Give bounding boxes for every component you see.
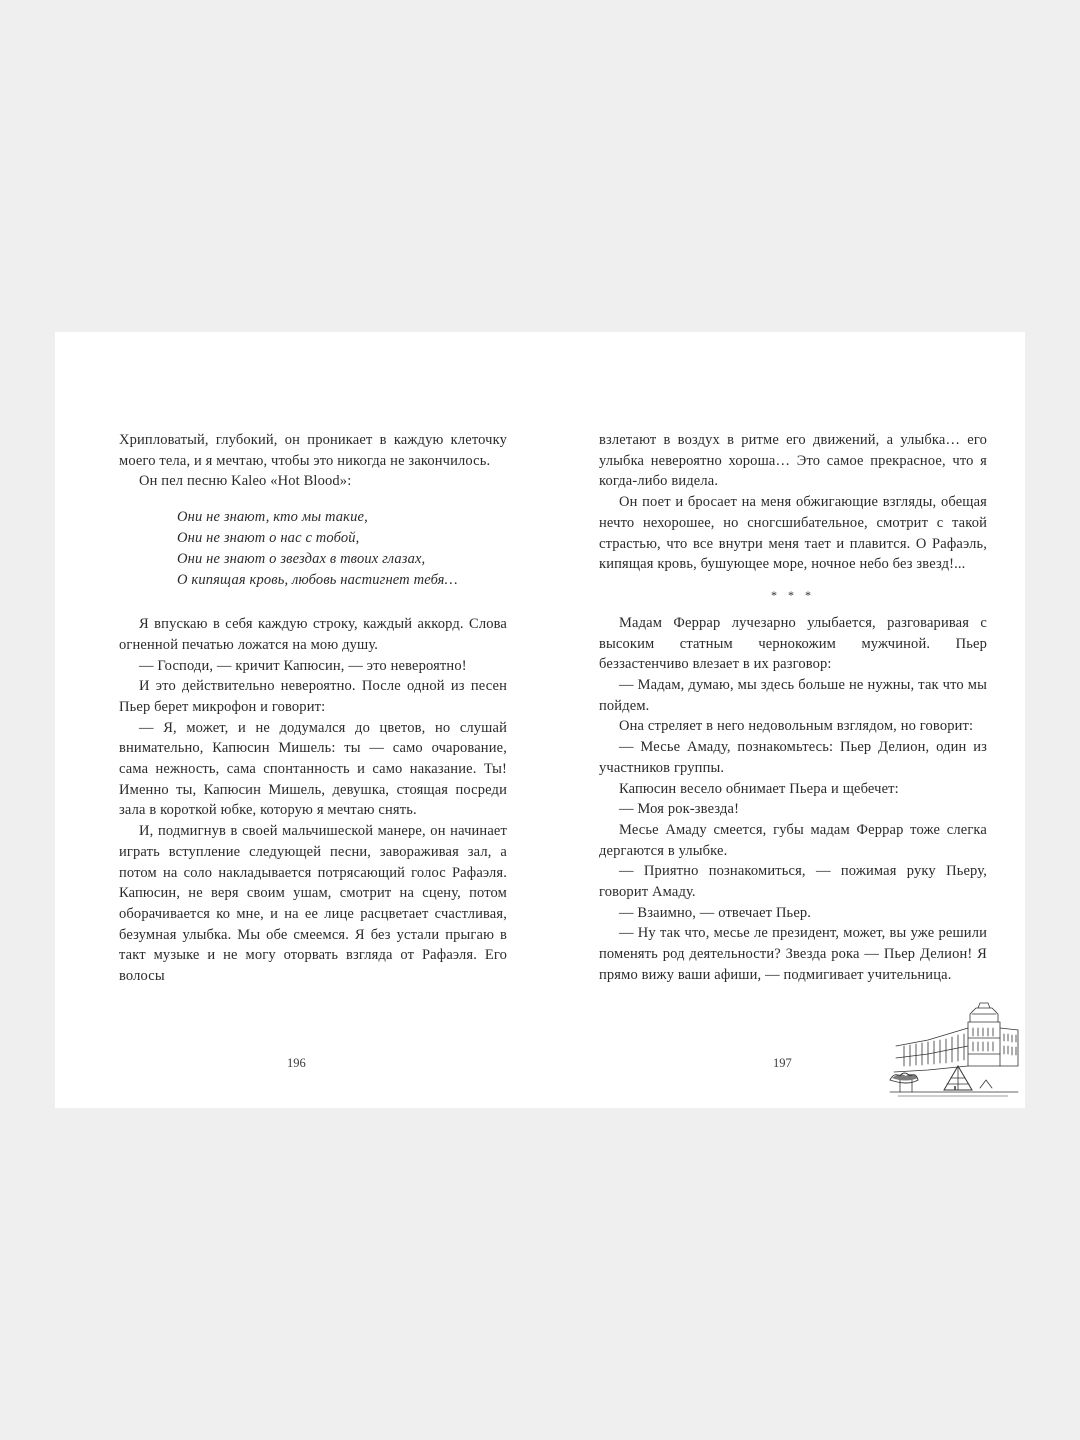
lyric-line: Они не знают, кто мы такие, — [177, 509, 368, 526]
paragraph: — Месье Амаду, познакомьтесь: Пьер Делион, один из участников группы. — [599, 739, 987, 776]
paragraph: — Мадам, думаю, мы здесь больше не нужны, так что мы пойдем. — [599, 677, 987, 714]
paragraph: — Взаимно, — отвечает Пьер. — [619, 904, 812, 921]
paragraph: Капюсин весело обнимает Пьера и щебечет: — [619, 780, 899, 797]
left-page — [55, 332, 540, 1108]
paragraph: — Моя рок-звезда! — [619, 801, 740, 818]
right-page-text — [599, 430, 987, 986]
page-number: 196 — [287, 1056, 306, 1070]
paragraph: Месье Амаду смеется, губы мадам Феррар тоже слегка дергаются в улыбке. — [599, 821, 987, 859]
lyric-line: О кипящая кровь, любовь настигнет тебя… — [177, 572, 458, 589]
paragraph: Он поет и бросает на меня обжигающие взгляды, обещая нечто нехорошее, но сногсшибательное, смотрит с такой страстью, что все внутри меня тает и плавится. О Рафаэль, кипящая кровь, бушующее море, ночное небо без звезд!... — [599, 494, 987, 573]
page-number: 197 — [773, 1056, 792, 1070]
left-page-text — [119, 430, 507, 987]
paragraph: — Господи, — кричит Капюсин, — это невероятно! — [139, 657, 467, 674]
paragraph: Он пел песню Kaleo «Hot Blood»: — [139, 473, 352, 490]
paragraph: взлетают в воздух в ритме его движений, а улыбка… его улыбка невероятно хороша… Это самое прекрасное, что я когда-либо видела. — [599, 432, 987, 490]
section-break: * * * — [771, 587, 815, 602]
paragraph: И, подмигнув в своей мальчишеской манере, он начинает играть вступление следующей песни, завораживая зал, а потом на соло накладывается потрясающий голос Рафаэля. Капюсин, не веря своим ушам, смотрит на сцену, потом оборачивается ко мне, и на ее лице расцветает счастливая, безумная улыбка. Мы обе смеемся. Я без устали прыгаю в такт музыке и не могу оторвать взгляда от Рафаэля. Его волосы — [119, 823, 507, 985]
paragraph: Она стреляет в него недовольным взглядом, но говорит: — [619, 718, 974, 735]
right-page — [540, 332, 1025, 1108]
paragraph: Мадам Феррар лучезарно улыбается, разговаривая с высоким статным чернокожим мужчиной. Пьер беззастенчиво влезает в их разговор: — [599, 614, 987, 673]
louvre-sketch-icon — [888, 1000, 1020, 1100]
paragraph: И это действительно невероятно. После одной из песен Пьер берет микрофон и говорит: — [119, 678, 507, 715]
paragraph: — Приятно познакомиться, — пожимая руку Пьеру, говорит Амаду. — [599, 863, 987, 901]
paragraph: Я впускаю в себя каждую строку, каждый аккорд. Слова огненной печатью ложатся на мою душу. — [119, 616, 507, 653]
lyric-line: Они не знают о нас с тобой, — [177, 530, 360, 547]
lyric-line: Они не знают о звездах в твоих глазах, — [177, 551, 426, 568]
song-lyrics — [177, 507, 507, 591]
paragraph: — Я, может, и не додумался до цветов, но слушай внимательно, Капюсин Мишель: ты — само очарование, сама нежность, сама спонтанность и само наказание. Ты! Именно ты, Капюсин Мишель, девушка, стоящая посреди зала в короткой юбке, которую я мечтаю снять. — [119, 719, 507, 819]
paragraph: Хрипловатый, глубокий, он проникает в каждую клеточку моего тела, и я мечтаю, чтобы это никогда не закончилось. — [119, 432, 507, 469]
book-spread — [55, 332, 1025, 1108]
paragraph: — Ну так что, месье ле президент, может, вы уже решили поменять род деятельности? Звезда рока — Пьер Делион! Я прямо вижу ваши афиши, — подмигивает учительница. — [599, 925, 987, 983]
